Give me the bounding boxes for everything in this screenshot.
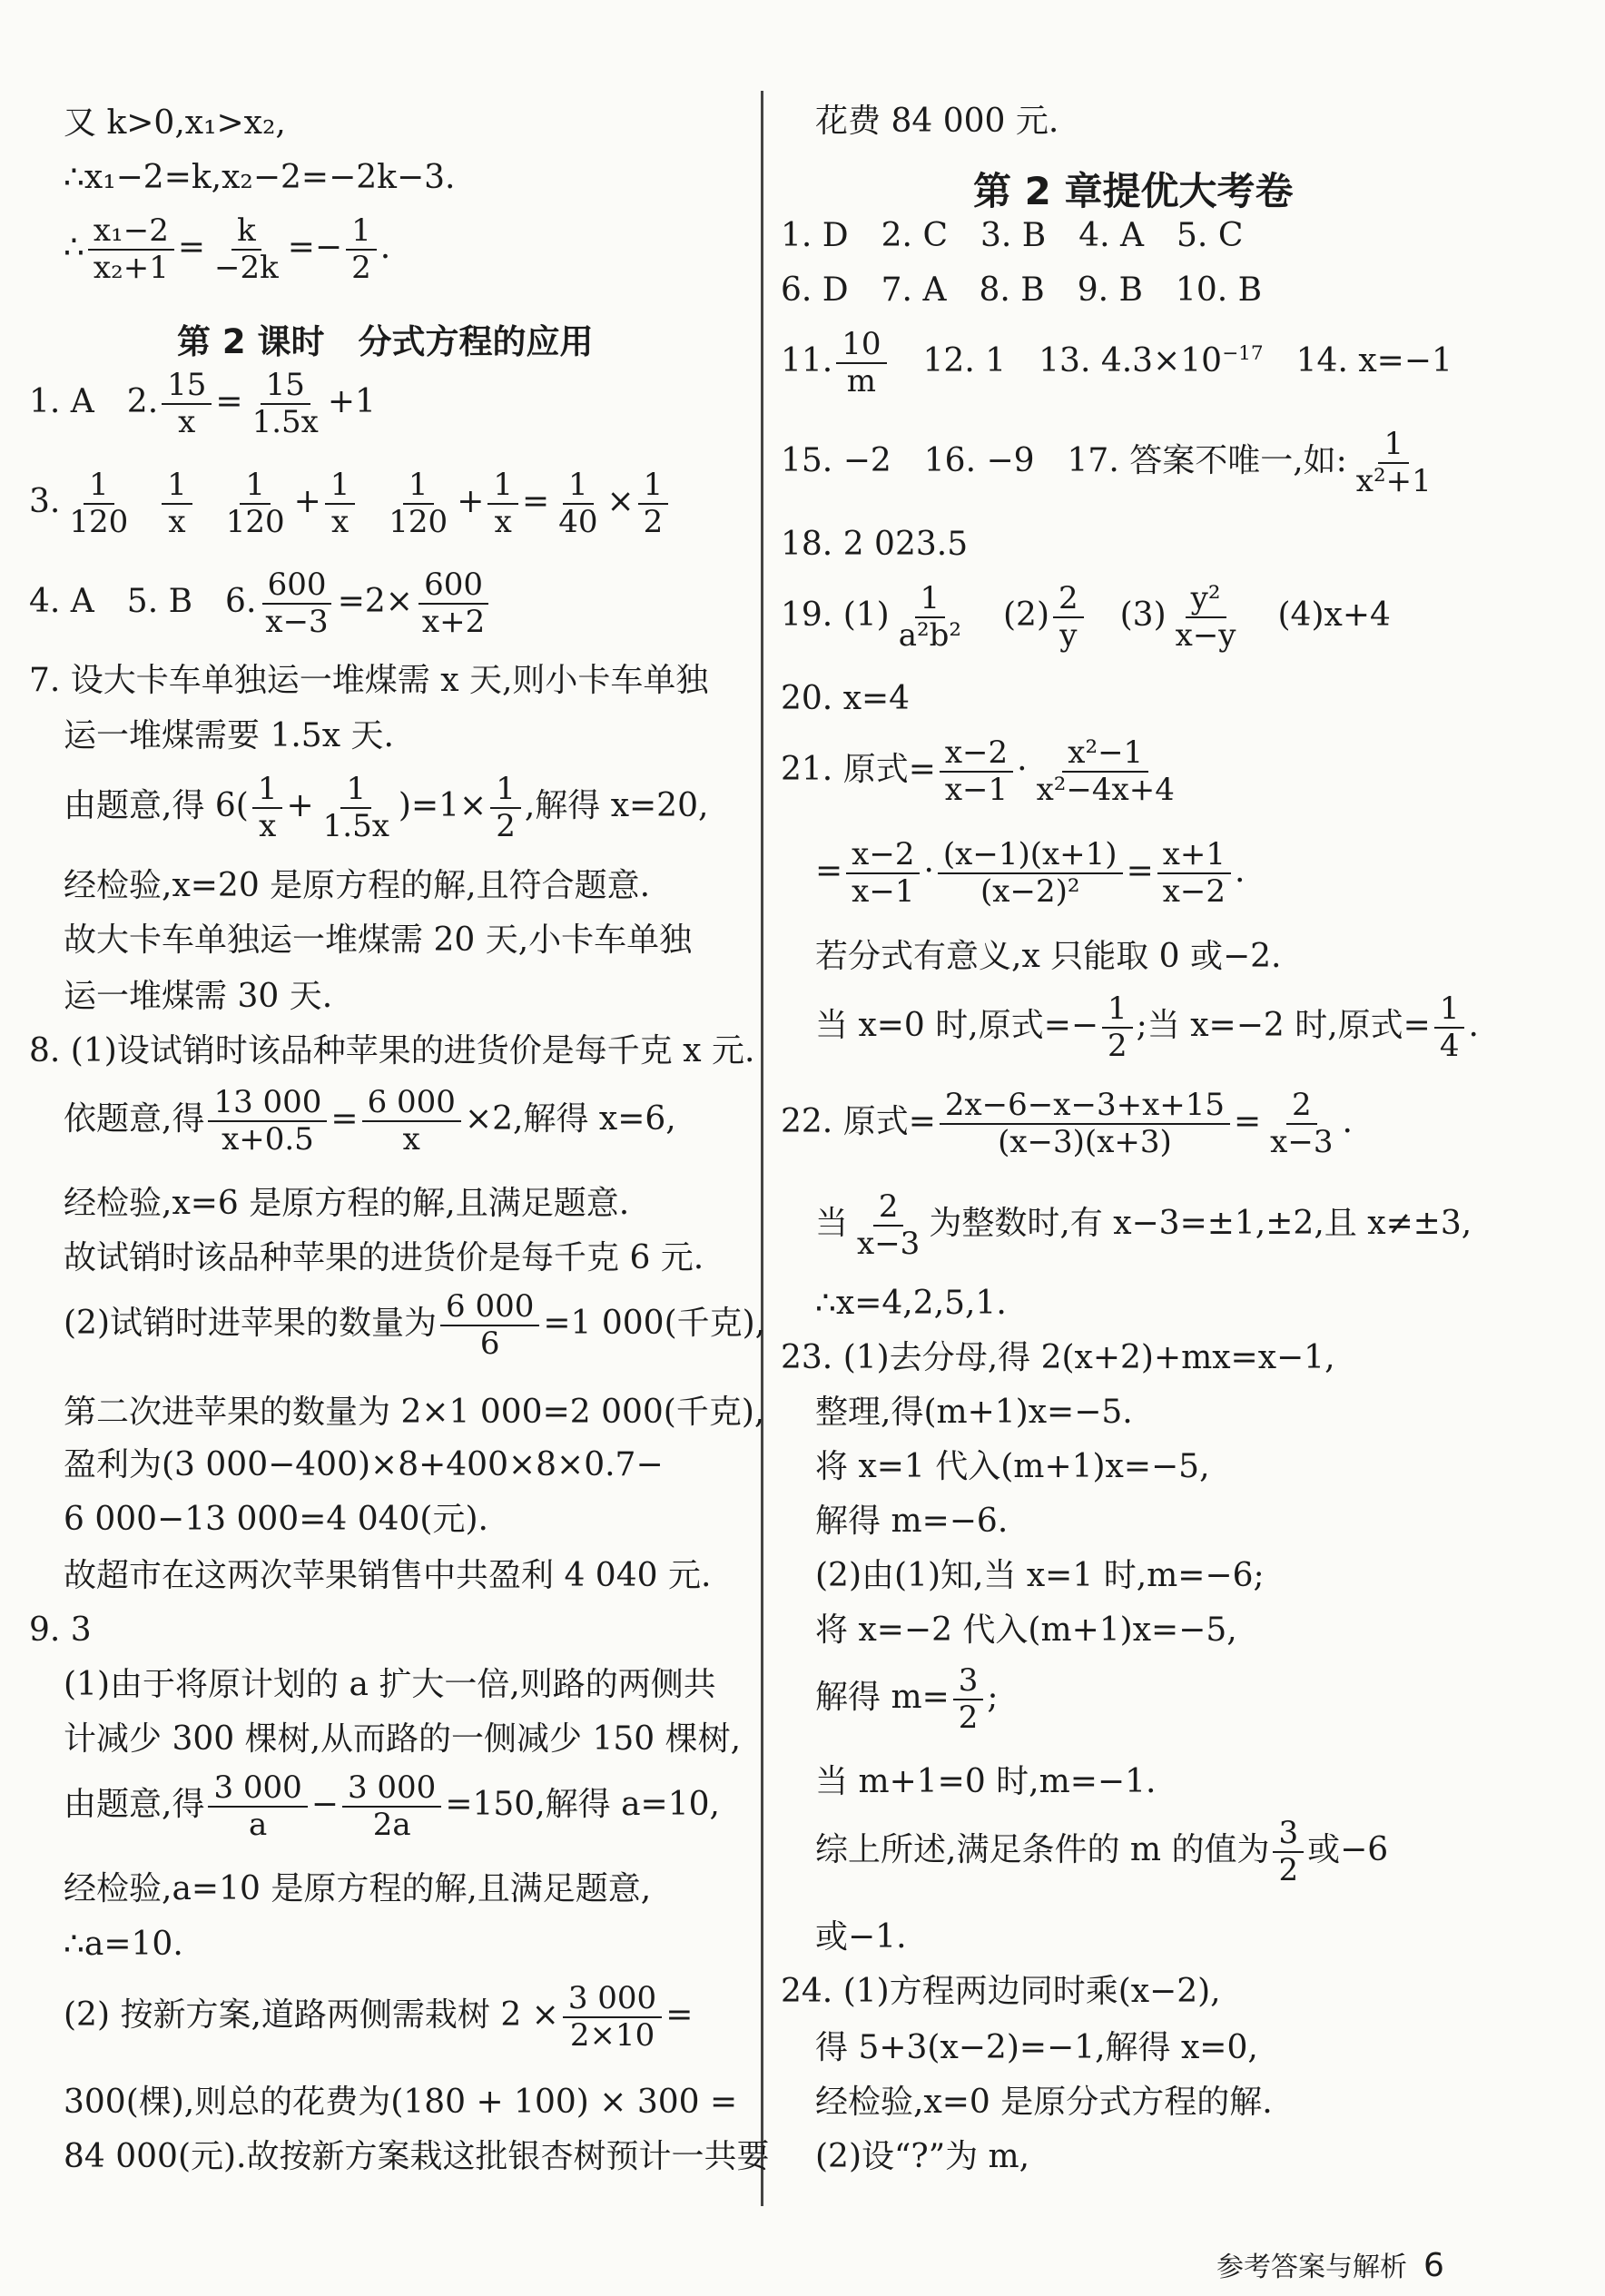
fraction: $\frac{\text{x²−1}}{\text{x²−4x+4}}$ xyxy=(1036,734,1175,809)
text-line: 花费 84 000 元. xyxy=(815,103,1059,140)
text-line: (2)试销时进苹果的数量为 $\frac{6 000}{6}$ =1 000(千克), xyxy=(64,1288,766,1363)
text-line: 解得 m= $\frac{3}{2}$ ; xyxy=(815,1662,999,1737)
text-line: 第二次进苹果的数量为 2×1 000=2 000(千克), xyxy=(64,1394,765,1431)
text-line: = $\frac{x-2}{x-1}$ · $\frac{(x-1)(x+1)}{\text{(x−2)²}}$ = $\frac{x+1}{x-2}$ . xyxy=(815,836,1246,911)
text-line: 23. (1)去分母,得 2(x+2)+mx=x−1, xyxy=(781,1339,1335,1376)
text-line: 得 5+3(x−2)=−1,解得 x=0, xyxy=(815,2029,1258,2066)
fraction: $\frac{1}{2}$ xyxy=(490,772,521,844)
fraction: $\frac{15}{x}$ xyxy=(162,368,212,440)
text-line: 24. (1)方程两边同时乘(x−2), xyxy=(781,1973,1221,2010)
text-line: 19. (1) $\frac{1}{\text{a²b²}}$ (2) $\frac{2}{y}$ (3) $\frac{\text{y²}}{x-y}$ (4)x+4 xyxy=(781,580,1391,655)
fraction: $\frac{600}{x+2}$ xyxy=(417,567,490,640)
fraction: $\frac{1}{\text{a²b²}}$ xyxy=(898,580,961,655)
text-line: ∴x=4,2,5,1. xyxy=(815,1285,1007,1322)
text-line: 综上所述,满足条件的 m 的值为 $\frac{3}{2}$ 或−6 xyxy=(815,1815,1389,1889)
column-divider xyxy=(761,91,763,2206)
fraction: $\frac{15}{1.5x}$ xyxy=(251,367,319,441)
text-line: 经检验,x=0 是原分式方程的解. xyxy=(815,2084,1273,2121)
text-line: 故超市在这两次苹果销售中共盈利 4 040 元. xyxy=(64,1557,712,1594)
text-line: 300(棵),则总的花费为(180 + 100) × 300 = xyxy=(64,2084,738,2121)
fraction: $\frac{1}{120}$ xyxy=(225,467,285,541)
text-line: 盈利为(3 000−400)×8+400×8×0.7− xyxy=(64,1446,664,1483)
fraction: $\frac{1}{120}$ xyxy=(389,467,448,541)
text-line: 运一堆煤需 30 天. xyxy=(64,978,333,1015)
text-line: (2)设“?”为 m, xyxy=(815,2138,1030,2175)
text-line: 计减少 300 棵树,从而路的一侧减少 150 棵树, xyxy=(64,1720,742,1758)
fraction: $\frac{3 000}{a}$ xyxy=(208,1770,307,1843)
fraction: $\frac{1}{x}$ xyxy=(252,772,283,844)
text-line: 11. $\frac{10}{m}$ 12. 1 13. $4.3\times 10^{-17}$ 14. x=−1 xyxy=(781,326,1452,400)
text-line: 整理,得(m+1)x=−5. xyxy=(815,1394,1133,1431)
text-line: 21. 原式= $\frac{x-2}{x-1}$ · $\frac{\text{x²−1}}{\text{x²−4x+4}}$ xyxy=(781,735,1184,808)
text-line: 运一堆煤需要 1.5x 天. xyxy=(64,717,394,754)
text-line: 15. −2 16. −9 17. 答案不唯一,如: $\frac{1}{\text{x²+1}}$ xyxy=(781,427,1441,499)
fraction: $\frac{2}{y}$ xyxy=(1053,581,1084,654)
text-line: 解得 m=−6. xyxy=(815,1503,1009,1540)
text-line: 故试销时该品种苹果的进货价是每千克 6 元. xyxy=(64,1239,704,1276)
fraction: $\frac{1}{2}$ xyxy=(346,213,377,286)
fraction: $\frac{1}{2}$ xyxy=(638,468,669,540)
text-line: 又 k>0,x₁>x₂, xyxy=(64,104,286,142)
text-line: (1)由于将原计划的 a 扩大一倍,则路的两侧共 xyxy=(64,1666,716,1703)
fraction: $\frac{1}{x}$ xyxy=(487,468,518,540)
fraction: $\frac{3}{2}$ xyxy=(1273,1816,1304,1888)
text-line: 8. (1)设试销时该品种苹果的进货价是每千克 x 元. xyxy=(29,1032,755,1069)
text-line: 或−1. xyxy=(815,1918,907,1956)
footer-label: 参考答案与解析 xyxy=(1216,2252,1407,2283)
text-line: 6 000−13 000=4 040(元). xyxy=(64,1501,488,1538)
text-line: 1. A 2. $\frac{15}{x}$ = $\frac{15}{1.5x}$ +1 xyxy=(29,367,376,441)
text-line: 1. D 2. C 3. B 4. A 5. C xyxy=(781,217,1244,254)
text-line: 当 x=0 时,原式=− $\frac{1}{2}$ ;当 x=−2 时,原式= $\frac{1}{4}$ . xyxy=(815,990,1479,1065)
text-line: 84 000(元).故按新方案栽这批银杏树预计一共要 xyxy=(64,2138,770,2175)
fraction: $\frac{2}{x-3}$ xyxy=(1270,1087,1334,1161)
fraction: $\frac{6 000}{x}$ xyxy=(362,1085,461,1158)
fraction: $\frac{1}{1.5x}$ xyxy=(322,771,389,845)
text-line: 经检验,a=10 是原方程的解,且满足题意, xyxy=(64,1870,652,1907)
text-line: 经检验,x=20 是原方程的解,且符合题意. xyxy=(64,867,651,904)
fraction: $\frac{600}{x-3}$ xyxy=(260,567,333,640)
fraction: $\frac{1}{40}$ xyxy=(558,467,598,541)
text-line: 将 x=1 代入(m+1)x=−5, xyxy=(815,1448,1210,1485)
text-line: 18. 2 023.5 xyxy=(781,526,969,563)
text-line: 若分式有意义,x 只能取 0 或−2. xyxy=(815,938,1282,975)
section-heading: 第 2 课时 分式方程的应用 xyxy=(177,322,594,361)
fraction: $\frac{3 000}{2a}$ xyxy=(342,1770,441,1843)
text-line: 当 m+1=0 时,m=−1. xyxy=(815,1763,1157,1800)
page-footer xyxy=(1216,2244,1444,2284)
fraction: $\frac{1}{2}$ xyxy=(1102,991,1133,1064)
text-line: 依题意,得 $\frac{13 000}{x+0.5}$ = $\frac{6 000}{x}$ ×2,解得 x=6, xyxy=(64,1084,676,1158)
fraction: $\frac{2}{x-3}$ xyxy=(857,1188,921,1263)
fraction: $\frac{\text{y²}}{x-y}$ xyxy=(1175,580,1236,655)
fraction: $\frac{\text{x₁−2}}{\text{x₂+1}}$ xyxy=(88,213,174,286)
fraction: $\frac{x-2}{x-1}$ xyxy=(846,837,920,910)
text-line: (2) 按新方案,道路两侧需栽树 2 × $\frac{3 000}{2\times 10}$ = xyxy=(64,1980,694,2055)
fraction: $\frac{1}{x}$ xyxy=(162,468,192,540)
section-heading: 第 2 章提优大考卷 xyxy=(973,169,1294,213)
fraction: $\frac{3 000}{2\times 10}$ xyxy=(563,1981,662,2054)
fraction: $\frac{x-2}{x-1}$ xyxy=(940,735,1013,808)
fraction: $\frac{1}{x}$ xyxy=(325,468,356,540)
text-line: 当 $\frac{2}{x-3}$ 为整数时,有 x−3=±1,±2,且 x≠±3, xyxy=(815,1188,1472,1263)
fraction: $\frac{1}{120}$ xyxy=(69,467,129,541)
text-line: 9. 3 xyxy=(29,1611,92,1649)
fraction: $\frac{1}{\text{x²+1}}$ xyxy=(1355,426,1432,500)
text-line: 由题意,得 6( $\frac{1}{x}$ + $\frac{1}{1.5x}$ )=1× $\frac{1}{2}$ ,解得 x=20, xyxy=(64,771,709,845)
text-line: 4. A 5. B 6. $\frac{600}{x-3}$ =2× $\frac{600}{x+2}$ xyxy=(29,567,494,640)
fraction: $\frac{k}{-2k}$ xyxy=(214,212,279,287)
fraction: $\frac{3}{2}$ xyxy=(953,1663,984,1736)
text-line: ∴x₁−2=k,x₂−2=−2k−3. xyxy=(64,159,456,196)
text-line: 故大卡车单独运一堆煤需 20 天,小卡车单独 xyxy=(64,921,693,959)
text-line: 3. $\frac{1}{120}$ $\frac{1}{x}$ $\frac{1}{120}$ + $\frac{1}{x}$ $\frac{1}{120}$ + $\frac{1}{x}$ = $\frac{1}{40}$ × $\frac{1}{2}$ xyxy=(29,468,672,540)
text-line: 6. D 7. A 8. B 9. B 10. B xyxy=(781,271,1263,309)
text-line: ∴ $\frac{\text{x₁−2}}{\text{x₂+1}}$ = $\frac{k}{-2k}$ =− $\frac{1}{2}$ . xyxy=(64,212,391,287)
page-number: 6 xyxy=(1423,2247,1444,2284)
text-line: 7. 设大卡车单独运一堆煤需 x 天,则小卡车单独 xyxy=(29,662,709,699)
text-line: 经检验,x=6 是原方程的解,且满足题意. xyxy=(64,1185,630,1222)
fraction: $\frac{10}{m}$ xyxy=(836,327,886,399)
text-line: ∴a=10. xyxy=(64,1926,183,1963)
text-line: (2)由(1)知,当 x=1 时,m=−6; xyxy=(815,1557,1265,1594)
text-line: 由题意,得 $\frac{3 000}{a}$ − $\frac{3 000}{2a}$ =150,解得 a=10, xyxy=(64,1769,720,1844)
fraction: $\frac{(x-1)(x+1)}{\text{(x−2)²}}$ xyxy=(938,837,1123,910)
text-line: 将 x=−2 代入(m+1)x=−5, xyxy=(815,1611,1237,1649)
fraction: $\frac{13 000}{x+0.5}$ xyxy=(208,1085,327,1158)
text-line: 22. 原式= $\frac{2x-6-x-3+x+15}{(x-3)(x+3)}$ = $\frac{2}{x-3}$ . xyxy=(781,1087,1353,1161)
fraction: $\frac{6 000}{6}$ xyxy=(440,1289,539,1362)
fraction: $\frac{x+1}{x-2}$ xyxy=(1157,837,1231,910)
fraction: $\frac{2x-6-x-3+x+15}{(x-3)(x+3)}$ xyxy=(940,1088,1230,1160)
fraction: $\frac{1}{4}$ xyxy=(1434,991,1465,1064)
text-line: 20. x=4 xyxy=(781,680,911,717)
